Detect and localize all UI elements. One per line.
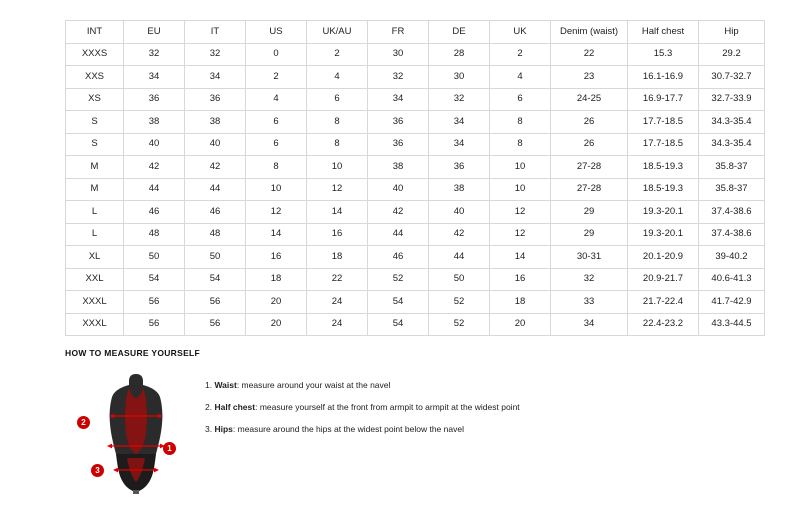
cell-it: 44 [185, 178, 246, 201]
measure-instructions-list [205, 366, 520, 447]
cell-it: 32 [185, 43, 246, 66]
instruction-text-half-chest: : measure yourself at the front from armpit to armpit at the widest point [255, 402, 520, 413]
cell-hip: 35.8-37 [699, 178, 765, 201]
cell-int: XXXL [66, 291, 124, 314]
column-header-de: DE [429, 21, 490, 44]
table-row [66, 268, 765, 291]
cell-half-chest: 18.5-19.3 [628, 156, 699, 179]
cell-de: 52 [429, 313, 490, 336]
instruction-number-2: 2. [205, 402, 213, 413]
instruction-text-hips: : measure around the hips at the widest point below the navel [232, 424, 464, 435]
cell-eu: 38 [124, 111, 185, 134]
column-header-half-chest: Half chest [628, 21, 699, 44]
cell-uk-au: 24 [307, 291, 368, 314]
cell-eu: 56 [124, 313, 185, 336]
cell-denim-waist: 26 [551, 133, 628, 156]
cell-us: 16 [246, 246, 307, 269]
cell-us: 8 [246, 156, 307, 179]
table-row [66, 43, 765, 66]
cell-hip: 37.4-38.6 [699, 201, 765, 224]
cell-eu: 40 [124, 133, 185, 156]
cell-uk: 8 [490, 111, 551, 134]
instruction-term-half-chest: Half chest [214, 402, 256, 413]
cell-eu: 54 [124, 268, 185, 291]
cell-eu: 32 [124, 43, 185, 66]
cell-eu: 36 [124, 88, 185, 111]
mannequin-figure [75, 366, 195, 496]
cell-uk: 4 [490, 66, 551, 89]
cell-eu: 48 [124, 223, 185, 246]
table-row [66, 66, 765, 89]
cell-fr: 42 [368, 201, 429, 224]
cell-uk-au: 2 [307, 43, 368, 66]
cell-half-chest: 22.4-23.2 [628, 313, 699, 336]
column-header-it: IT [185, 21, 246, 44]
cell-it: 40 [185, 133, 246, 156]
cell-int: L [66, 223, 124, 246]
cell-half-chest: 18.5-19.3 [628, 178, 699, 201]
cell-uk-au: 16 [307, 223, 368, 246]
how-to-measure-section [65, 348, 765, 496]
cell-fr: 36 [368, 133, 429, 156]
table-row [66, 223, 765, 246]
cell-hip: 43.3-44.5 [699, 313, 765, 336]
cell-it: 36 [185, 88, 246, 111]
cell-uk-au: 22 [307, 268, 368, 291]
cell-int: XS [66, 88, 124, 111]
cell-it: 56 [185, 291, 246, 314]
cell-hip: 39-40.2 [699, 246, 765, 269]
cell-hip: 29.2 [699, 43, 765, 66]
cell-de: 32 [429, 88, 490, 111]
cell-de: 52 [429, 291, 490, 314]
instruction-text-waist: : measure around your waist at the navel [236, 380, 391, 390]
measure-badge-3: 3 [91, 464, 104, 477]
cell-uk: 8 [490, 133, 551, 156]
cell-uk: 14 [490, 246, 551, 269]
cell-denim-waist: 33 [551, 291, 628, 314]
cell-hip: 35.8-37 [699, 156, 765, 179]
cell-uk: 18 [490, 291, 551, 314]
cell-half-chest: 17.7-18.5 [628, 111, 699, 134]
cell-int: XXL [66, 268, 124, 291]
cell-half-chest: 16.1-16.9 [628, 66, 699, 89]
table-row [66, 156, 765, 179]
column-header-uk-au: UK/AU [307, 21, 368, 44]
cell-eu: 34 [124, 66, 185, 89]
cell-denim-waist: 29 [551, 201, 628, 224]
measure-badge-2: 2 [77, 416, 90, 429]
measure-instruction-half-chest [205, 402, 520, 412]
mannequin-illustration [105, 372, 167, 496]
cell-de: 28 [429, 43, 490, 66]
cell-eu: 50 [124, 246, 185, 269]
cell-denim-waist: 26 [551, 111, 628, 134]
how-to-measure-body [65, 366, 765, 496]
column-header-eu: EU [124, 21, 185, 44]
cell-hip: 40.6-41.3 [699, 268, 765, 291]
cell-denim-waist: 27-28 [551, 156, 628, 179]
cell-it: 48 [185, 223, 246, 246]
instruction-term-hips: Hips [214, 424, 233, 435]
cell-us: 2 [246, 66, 307, 89]
instruction-number-1: 1. [205, 380, 213, 390]
cell-de: 44 [429, 246, 490, 269]
cell-de: 38 [429, 178, 490, 201]
table-row [66, 291, 765, 314]
cell-it: 54 [185, 268, 246, 291]
cell-fr: 46 [368, 246, 429, 269]
cell-hip: 34.3-35.4 [699, 111, 765, 134]
table-row [66, 246, 765, 269]
cell-us: 14 [246, 223, 307, 246]
instruction-number-3: 3. [205, 424, 213, 435]
cell-us: 10 [246, 178, 307, 201]
cell-it: 56 [185, 313, 246, 336]
cell-denim-waist: 34 [551, 313, 628, 336]
cell-hip: 30.7-32.7 [699, 66, 765, 89]
cell-int: XXXL [66, 313, 124, 336]
cell-half-chest: 19.3-20.1 [628, 223, 699, 246]
cell-de: 34 [429, 133, 490, 156]
cell-uk-au: 24 [307, 313, 368, 336]
cell-fr: 54 [368, 291, 429, 314]
cell-de: 30 [429, 66, 490, 89]
cell-us: 6 [246, 133, 307, 156]
cell-us: 0 [246, 43, 307, 66]
cell-half-chest: 16.9-17.7 [628, 88, 699, 111]
cell-hip: 34.3-35.4 [699, 133, 765, 156]
cell-uk-au: 14 [307, 201, 368, 224]
measure-badge-1: 1 [163, 442, 176, 455]
cell-de: 42 [429, 223, 490, 246]
column-header-fr: FR [368, 21, 429, 44]
cell-hip: 32.7-33.9 [699, 88, 765, 111]
table-row [66, 313, 765, 336]
column-header-hip: Hip [699, 21, 765, 44]
cell-int: M [66, 156, 124, 179]
cell-eu: 46 [124, 201, 185, 224]
cell-uk-au: 18 [307, 246, 368, 269]
cell-us: 6 [246, 111, 307, 134]
cell-denim-waist: 23 [551, 66, 628, 89]
cell-hip: 37.4-38.6 [699, 223, 765, 246]
cell-fr: 54 [368, 313, 429, 336]
cell-fr: 34 [368, 88, 429, 111]
cell-half-chest: 17.7-18.5 [628, 133, 699, 156]
table-row [66, 88, 765, 111]
cell-uk: 20 [490, 313, 551, 336]
cell-fr: 30 [368, 43, 429, 66]
cell-uk: 6 [490, 88, 551, 111]
cell-int: XXS [66, 66, 124, 89]
cell-fr: 44 [368, 223, 429, 246]
cell-us: 12 [246, 201, 307, 224]
cell-uk-au: 6 [307, 88, 368, 111]
table-row [66, 178, 765, 201]
cell-int: L [66, 201, 124, 224]
cell-eu: 56 [124, 291, 185, 314]
cell-uk-au: 8 [307, 133, 368, 156]
measure-instruction-waist [205, 380, 520, 390]
cell-fr: 36 [368, 111, 429, 134]
cell-fr: 40 [368, 178, 429, 201]
cell-half-chest: 20.1-20.9 [628, 246, 699, 269]
cell-denim-waist: 29 [551, 223, 628, 246]
cell-uk: 2 [490, 43, 551, 66]
cell-fr: 52 [368, 268, 429, 291]
cell-int: XXXS [66, 43, 124, 66]
cell-int: M [66, 178, 124, 201]
column-header-us: US [246, 21, 307, 44]
cell-it: 46 [185, 201, 246, 224]
cell-us: 4 [246, 88, 307, 111]
cell-us: 20 [246, 291, 307, 314]
cell-it: 42 [185, 156, 246, 179]
cell-it: 38 [185, 111, 246, 134]
cell-de: 34 [429, 111, 490, 134]
cell-uk-au: 12 [307, 178, 368, 201]
measure-instruction-hips [205, 424, 520, 434]
cell-uk: 10 [490, 156, 551, 179]
cell-int: XL [66, 246, 124, 269]
cell-eu: 42 [124, 156, 185, 179]
table-header-row [66, 21, 765, 44]
cell-hip: 41.7-42.9 [699, 291, 765, 314]
cell-half-chest: 20.9-21.7 [628, 268, 699, 291]
cell-uk: 12 [490, 223, 551, 246]
how-to-measure-title: HOW TO MEASURE YOURSELF [65, 348, 201, 358]
cell-us: 20 [246, 313, 307, 336]
cell-denim-waist: 32 [551, 268, 628, 291]
cell-int: S [66, 133, 124, 156]
cell-eu: 44 [124, 178, 185, 201]
cell-it: 34 [185, 66, 246, 89]
cell-denim-waist: 27-28 [551, 178, 628, 201]
cell-it: 50 [185, 246, 246, 269]
cell-denim-waist: 22 [551, 43, 628, 66]
cell-half-chest: 21.7-22.4 [628, 291, 699, 314]
cell-half-chest: 15.3 [628, 43, 699, 66]
cell-denim-waist: 30-31 [551, 246, 628, 269]
cell-uk: 16 [490, 268, 551, 291]
cell-denim-waist: 24-25 [551, 88, 628, 111]
cell-fr: 38 [368, 156, 429, 179]
cell-half-chest: 19.3-20.1 [628, 201, 699, 224]
cell-de: 50 [429, 268, 490, 291]
cell-uk-au: 4 [307, 66, 368, 89]
cell-uk: 12 [490, 201, 551, 224]
table-row [66, 133, 765, 156]
table-row [66, 201, 765, 224]
cell-us: 18 [246, 268, 307, 291]
cell-uk-au: 8 [307, 111, 368, 134]
column-header-denim-waist: Denim (waist) [551, 21, 628, 44]
column-header-uk: UK [490, 21, 551, 44]
cell-de: 36 [429, 156, 490, 179]
size-conversion-table [65, 20, 765, 336]
cell-uk: 10 [490, 178, 551, 201]
cell-int: S [66, 111, 124, 134]
column-header-int: INT [66, 21, 124, 44]
instruction-term-waist: Waist [214, 380, 237, 390]
cell-uk-au: 10 [307, 156, 368, 179]
cell-fr: 32 [368, 66, 429, 89]
cell-de: 40 [429, 201, 490, 224]
table-row [66, 111, 765, 134]
